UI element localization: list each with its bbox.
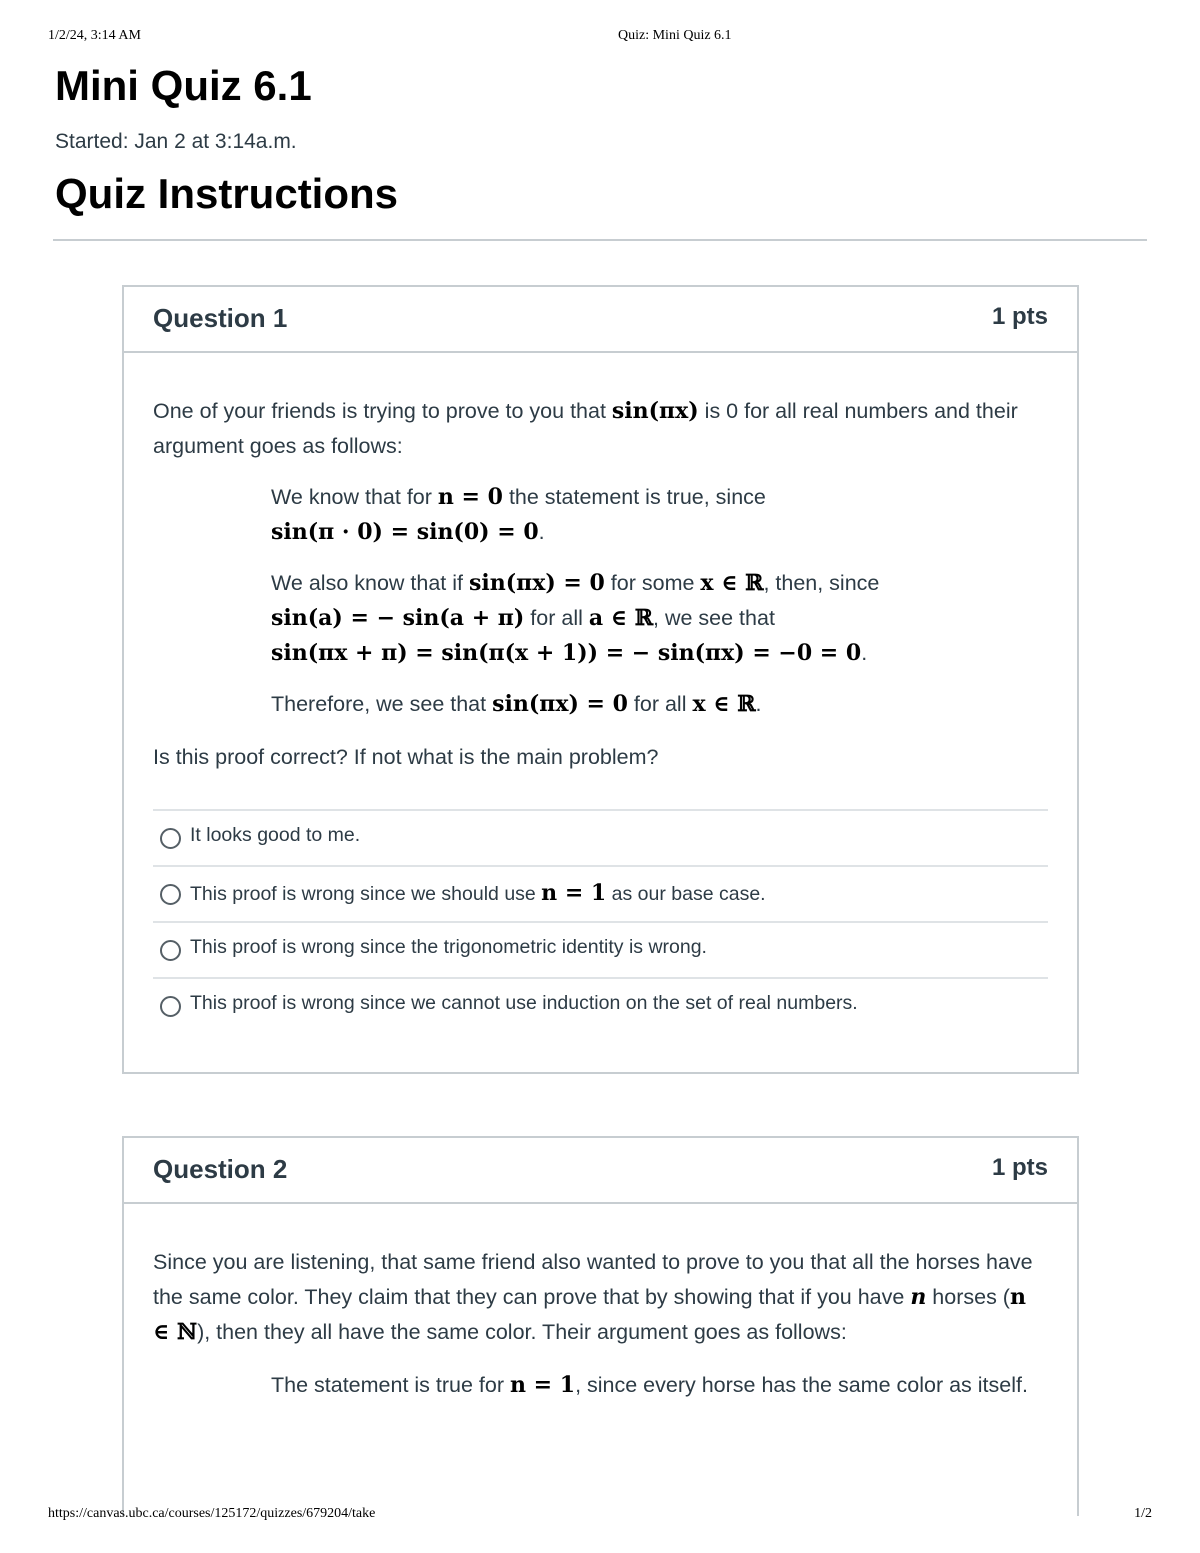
text: is 0 for all real numbers and their argument goes as follows: xyxy=(153,399,1018,458)
text: We know that for xyxy=(271,485,438,509)
question-1-intro xyxy=(153,353,1048,464)
print-page-number: 1/2 xyxy=(1134,1506,1152,1521)
question-1-header xyxy=(124,287,1077,353)
print-header xyxy=(48,28,1152,48)
question-2 xyxy=(122,1136,1079,1516)
text: the statement is true, since xyxy=(502,485,766,509)
text: horses ( xyxy=(926,1285,1010,1309)
math-expression: n xyxy=(910,1284,927,1310)
proof-step-base xyxy=(271,480,1048,550)
proof-step-base xyxy=(271,1368,1048,1403)
proof-step-inductive xyxy=(271,566,1048,671)
answer-label xyxy=(190,880,766,906)
answer-option-1[interactable] xyxy=(153,809,1048,865)
radio-button[interactable] xyxy=(160,996,181,1017)
text: The statement is true for xyxy=(271,1373,510,1397)
text: This proof is wrong since we should use xyxy=(190,883,542,905)
question-1-title: Question 1 xyxy=(153,303,288,333)
header-divider xyxy=(53,239,1147,241)
quiz-started-time: Started: Jan 2 at 3:14a.m. xyxy=(55,130,297,153)
text: for all xyxy=(627,692,693,716)
math-expression: sin(π · 0) = sin(0) = 0 xyxy=(271,519,539,545)
question-2-body xyxy=(124,1204,1077,1403)
math-expression: sin(a) = − sin(a + π) xyxy=(271,605,525,631)
math-expression: x ∈ ℝ xyxy=(700,570,764,596)
text: One of your friends is trying to prove to you that xyxy=(153,399,612,423)
math-expression: sin(πx) xyxy=(611,398,699,424)
proof-step-conclusion xyxy=(271,687,1048,722)
answer-label xyxy=(190,992,858,1015)
text: as our base case. xyxy=(606,883,766,905)
question-1-points: 1 pts xyxy=(991,303,1048,330)
answer-label xyxy=(190,936,707,959)
text: . xyxy=(861,641,868,665)
text: . xyxy=(755,692,762,716)
text: , then, since xyxy=(763,571,880,595)
math-expression: sin(πx) = 0 xyxy=(468,570,605,596)
question-2-title: Question 2 xyxy=(153,1154,288,1184)
text: , we see that xyxy=(653,606,775,630)
answer-option-3[interactable] xyxy=(153,921,1048,977)
quiz-instructions-heading: Quiz Instructions xyxy=(55,170,399,217)
text: It looks good to me. xyxy=(190,824,361,846)
text: Therefore, we see that xyxy=(271,692,493,716)
page-title: Mini Quiz 6.1 xyxy=(55,62,312,109)
question-1 xyxy=(122,285,1079,1074)
math-expression: n = 0 xyxy=(437,484,503,510)
text: We also know that if xyxy=(271,571,469,595)
answer-list xyxy=(153,809,1048,1033)
question-2-points: 1 pts xyxy=(991,1154,1048,1181)
answer-option-2[interactable] xyxy=(153,865,1048,921)
radio-button[interactable] xyxy=(160,940,181,961)
math-expression: n = 1 xyxy=(510,1372,576,1398)
math-expression: x ∈ ℝ xyxy=(692,691,756,717)
radio-button[interactable] xyxy=(160,884,181,905)
text: for all xyxy=(524,606,589,630)
math-expression: a ∈ ℝ xyxy=(588,605,654,631)
answer-option-4[interactable] xyxy=(153,977,1048,1033)
question-2-intro xyxy=(153,1204,1048,1350)
answer-label xyxy=(190,824,360,847)
text: This proof is wrong since the trigonometric identity is wrong. xyxy=(190,936,707,958)
print-doc-title: Quiz: Mini Quiz 6.1 xyxy=(618,28,732,43)
question-1-prompt: Is this proof correct? If not what is the main problem? xyxy=(153,745,659,769)
print-date: 1/2/24, 3:14 AM xyxy=(48,28,141,43)
question-2-header xyxy=(124,1138,1077,1204)
text: ), then they all have the same color. Their argument goes as follows: xyxy=(197,1320,847,1344)
text: . xyxy=(538,520,545,544)
math-expression: sin(πx) = 0 xyxy=(492,691,628,717)
math-expression: n = 1 xyxy=(541,880,607,906)
question-1-body xyxy=(124,353,1077,1033)
text: Since you are listening, that same friend also wanted to prove to you that all the horses have the same color. They claim that they can prove that by showing that if you have xyxy=(153,1250,1033,1309)
text: This proof is wrong since we cannot use induction on the set of real numbers. xyxy=(190,992,858,1014)
print-url: https://canvas.ubc.ca/courses/125172/quizzes/679204/take xyxy=(48,1506,376,1521)
math-expression: sin(πx + π) = sin(π(x + 1)) = − sin(πx) = −0 = 0 xyxy=(271,640,862,666)
radio-button[interactable] xyxy=(160,828,181,849)
text: for some xyxy=(604,571,701,595)
math-expression: n ∈ ℕ xyxy=(153,1284,1026,1345)
text: , since every horse has the same color as itself. xyxy=(575,1373,1028,1397)
